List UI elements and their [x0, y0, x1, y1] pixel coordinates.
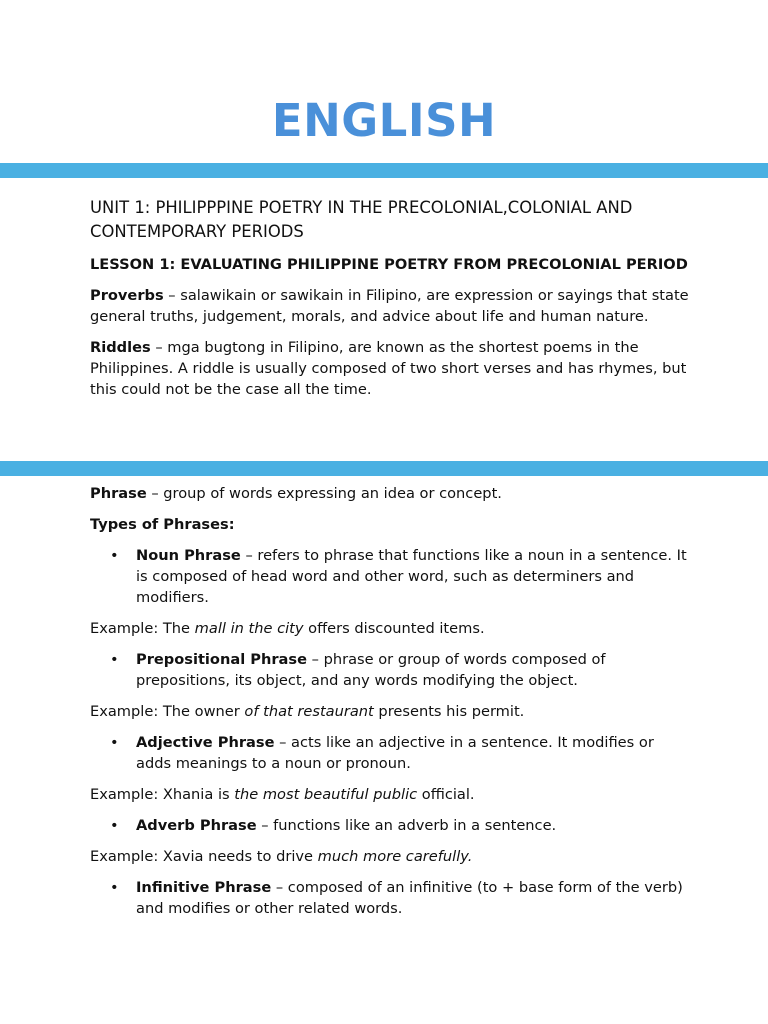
- unit-title: UNIT 1: PHILIPPPINE POETRY IN THE PRECOLONIAL,COLONIAL AND CONTEMPORARY PERIODS: [90, 198, 633, 241]
- definition-text: – group of words expressing an idea or concept.: [146, 485, 502, 502]
- example-highlight: much more carefully.: [317, 848, 473, 865]
- definition-proverbs: [90, 285, 690, 327]
- phrase-type-list: [90, 877, 690, 919]
- example-adverb-phrase: [90, 846, 690, 867]
- types-heading: Types of Phrases:: [90, 516, 235, 533]
- example-noun-phrase: [90, 618, 690, 639]
- example-text: Example: Xhania is: [90, 786, 235, 803]
- header-divider-bar: [0, 163, 768, 178]
- phrase-type-desc: – phrase or group of words composed of prepositions, its object, and any words modifying the object.: [136, 651, 606, 689]
- list-item-noun-phrase: [90, 545, 690, 608]
- phrase-type-name: Adjective Phrase: [136, 734, 275, 751]
- section-divider-bar: [0, 461, 768, 476]
- phrase-type-name: Noun Phrase: [136, 547, 241, 564]
- example-text: Example: Xavia needs to drive: [90, 848, 318, 865]
- example-text: Example: The owner: [90, 703, 245, 720]
- example-prepositional-phrase: [90, 701, 690, 722]
- definition-term: Proverbs: [90, 287, 164, 304]
- list-item-infinitive-phrase: [90, 877, 690, 919]
- bullet-icon: •: [110, 547, 119, 564]
- list-item-adverb-phrase: [90, 815, 690, 836]
- example-text: presents his permit.: [373, 703, 525, 720]
- bullet-icon: •: [110, 734, 119, 751]
- definition-text: – salawikain or sawikain in Filipino, are expression or sayings that state general truths, judgement, morals, and advice about life and human nature.: [90, 287, 689, 325]
- phrase-type-name: Prepositional Phrase: [136, 651, 307, 668]
- bullet-icon: •: [110, 651, 119, 668]
- example-highlight: mall in the city: [194, 620, 304, 637]
- phrase-type-desc: – composed of an infinitive (to + base form of the verb) and modifies or other related words.: [136, 879, 683, 917]
- phrase-type-name: Adverb Phrase: [136, 817, 257, 834]
- definition-text: – mga bugtong in Filipino, are known as the shortest poems in the Philippines. A riddle is usually composed of two short verses and has rhymes, but this could not be the case all the time.: [90, 339, 687, 398]
- phrase-type-list: [90, 545, 690, 608]
- definition-term: Phrase: [90, 485, 147, 502]
- definition-riddles: [90, 337, 690, 400]
- phrase-type-desc: – acts like an adjective in a sentence. It modifies or adds meanings to a noun or pronoun.: [136, 734, 654, 772]
- phrase-type-list: [90, 732, 690, 774]
- phrase-type-list: [90, 815, 690, 836]
- definition-term: Riddles: [90, 339, 151, 356]
- phrase-type-desc: – refers to phrase that functions like a noun in a sentence. It is composed of head word and other word, such as determiners and modifiers.: [136, 547, 687, 606]
- list-item-prepositional-phrase: [90, 649, 690, 691]
- list-item-adjective-phrase: [90, 732, 690, 774]
- phrase-type-name: Infinitive Phrase: [136, 879, 272, 896]
- bullet-icon: •: [110, 817, 119, 834]
- bullet-icon: •: [110, 879, 119, 896]
- page-title: ENGLISH: [271, 94, 497, 147]
- example-highlight: the most beautiful public: [234, 786, 418, 803]
- example-text: offers discounted items.: [303, 620, 485, 637]
- phrase-definition: [90, 483, 690, 504]
- example-highlight: of that restaurant: [244, 703, 374, 720]
- phrase-type-desc: – functions like an adverb in a sentence.: [256, 817, 557, 834]
- example-adjective-phrase: [90, 784, 690, 805]
- example-text: official.: [417, 786, 475, 803]
- phrase-section: [90, 483, 690, 929]
- unit-section: [90, 196, 690, 410]
- lesson-title: LESSON 1: EVALUATING PHILIPPINE POETRY FROM PRECOLONIAL PERIOD: [90, 256, 688, 273]
- phrase-type-list: [90, 649, 690, 691]
- example-text: Example: The: [90, 620, 195, 637]
